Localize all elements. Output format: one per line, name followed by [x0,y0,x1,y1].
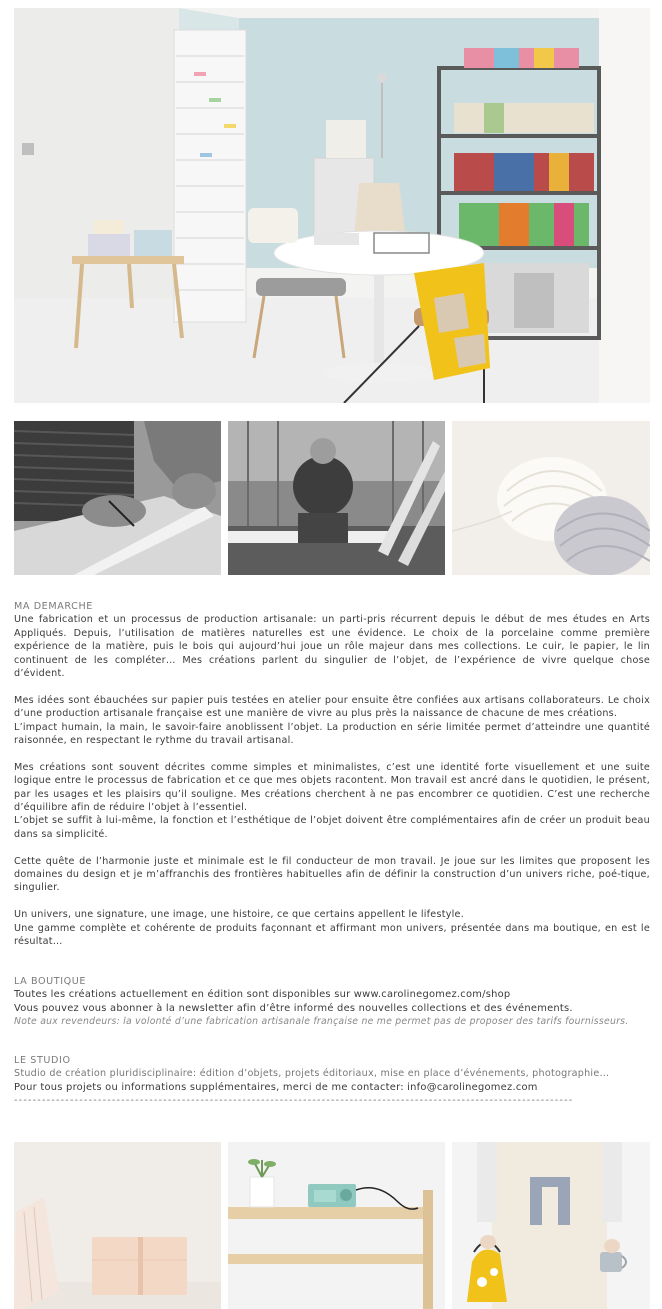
hero-studio-photo [14,8,650,403]
studio-heading: LE STUDIO [14,1055,71,1066]
leather-pouch-photo [14,1142,221,1309]
hands-drawing-photo [14,421,221,575]
yarn-balls-photo [452,421,650,575]
section-separator: ------------------------------------------------------------------------------------------------------------------------ [14,1095,574,1107]
workshop-photo [228,421,445,575]
studio-services-line: Studio de création pluridisciplinaire: édition d’objets, projets éditoriaux, mise en place d’événements, photographie… [14,1068,610,1080]
boutique-section [14,975,650,1029]
demarche-paragraph: Un univers, une signature, une image, une histoire, ce que certains appellent le lifestyle. [14,909,465,921]
demarche-heading: MA DEMARCHE [14,601,93,612]
demarche-section [14,600,650,949]
boutique-shop-line: Toutes les créations actuellement en édition sont disponibles sur www.carolinegomez.com/shop [14,989,511,1001]
radio-shelf-photo [228,1142,445,1309]
demarche-paragraph: Une gamme complète et cohérente de produits façonnant et affirmant mon univers, présentée dans ma boutique, en est le résultat… [14,922,650,948]
demarche-paragraph: L’impact humain, la main, le savoir-faire anoblissent l’objet. La production en série limitée permet d’atteindre une quantité raisonnée, en respectant le rythme du travail artisanal. [14,721,650,747]
demarche-paragraph: Une fabrication et un processus de production artisanale: un parti-pris récurrent depuis le début de mes études en Arts Appliqués. Depuis, l’utilisation de matières naturelles est une évidence. Le choix de la porcelaine comme première expérience de la matière, puis le bois qui aujourd’hui joue un rôle majeur dans mes collections. Le cuir, le papier, le lin continuent de les compléter… Mes créations parlent du singulier de l’objet, de l’expérience de vivre quelque chose d’évident. [14,614,650,680]
boutique-newsletter-line: Vous pouvez vous abonner à la newsletter afin d’être informé des nouvelles collections et des événements. [14,1002,573,1014]
boutique-reseller-note: Note aux revendeurs: la volonté d’une fabrication artisanale française ne me permet pas de proposer des tarifs fournisseurs. [14,1016,629,1028]
demarche-paragraph: Mes créations sont souvent décrites comme simples et minimalistes, c’est une identité forte visuellement et une suite logique entre le processus de fabrication et ce que mes objets racontent. Mon travail est ancré dans le quotidien, le présent, par les usages et les plaisirs qu’il souligne. Mes créations cherchent à ne pas encombrer ce quotidien. C’est une recherche d’équilibre afin de réduire l’objet à l’essentiel. [14,761,650,814]
apron-kettle-photo [452,1142,650,1309]
studio-contact-line: Pour tous projets ou informations supplémentaires, merci de me contacter: info@carolinegomez.com [14,1081,538,1093]
demarche-paragraph: L’objet se suffit à lui-même, la fonction et l’esthétique de l’objet doivent être complémentaires afin de créer un produit beau dans sa simplicité. [14,815,650,840]
demarche-paragraph: Cette quête de l’harmonie juste et minimale est le fil conducteur de mon travail. Je joue sur les limites que proposent les domaines du design et je m’affranchis des frontières habituelles afin de définir la construction d’un univers riche, poé-tique, singulier. [14,855,650,894]
studio-section [14,1054,650,1108]
demarche-paragraph: Mes idées sont ébauchées sur papier puis testées en atelier pour ensuite être confiées aux artisans collaborateurs. Le choix d’une production artisanale française est une manière de vivre au plus près la naissance de chacune de mes créations. [14,694,650,720]
boutique-heading: LA BOUTIQUE [14,976,87,987]
